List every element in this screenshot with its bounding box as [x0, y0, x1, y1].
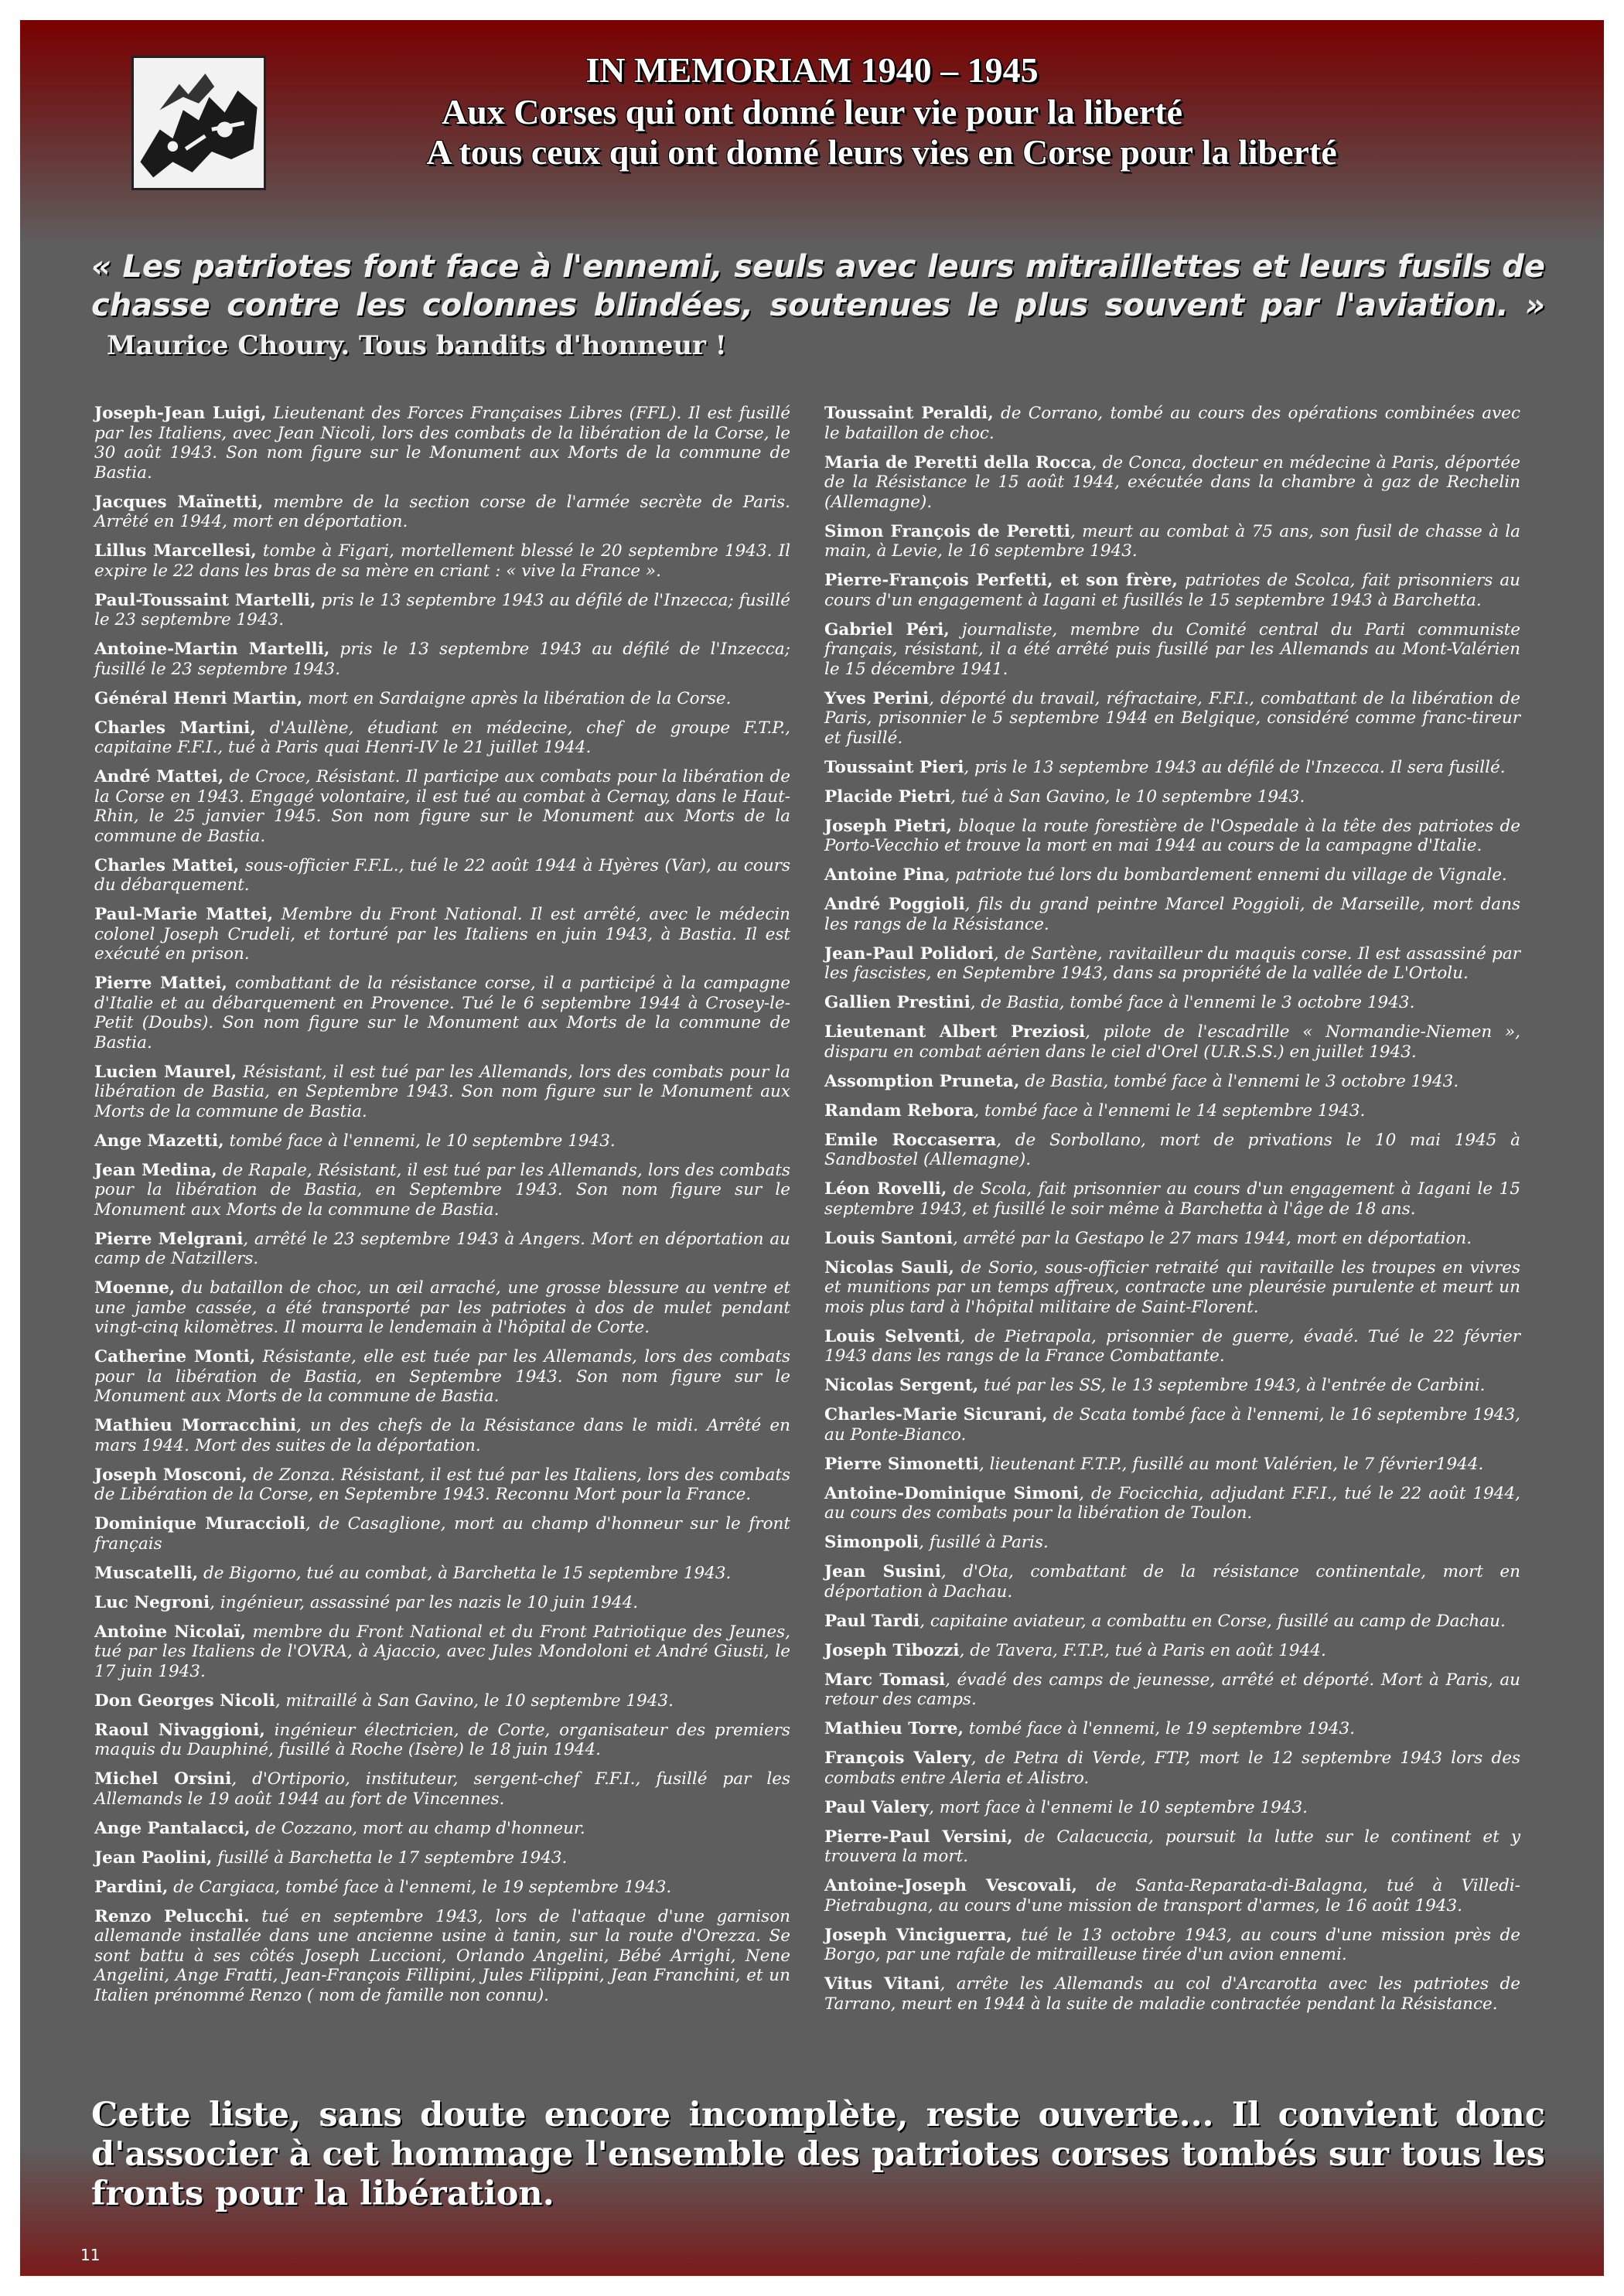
entry-name: Lieutenant Albert Preziosi [824, 1022, 1086, 1042]
memorial-entry [94, 1848, 790, 1868]
entry-name: Muscatelli, [94, 1563, 199, 1583]
memorial-entry [94, 1278, 790, 1338]
entry-name: Paul Tardi [824, 1611, 920, 1631]
memorial-entry [94, 640, 790, 679]
entry-name: Paul Valery [824, 1797, 930, 1817]
entry-name: Placide Pietri [824, 786, 951, 807]
entry-description: de Bigorno, tué au combat, à Barchetta le 15 septembre 1943. [198, 1563, 732, 1583]
entry-name: Jacques Maïnetti, [94, 492, 264, 512]
entry-description: , arrête les Allemands au col d'Arcarotta avec les patriotes de Tarrano, meurt en 1944 à la suite de maladie contractée pendant la Résistance. [824, 1974, 1520, 2014]
entry-description: de Rapale, Résistant, il est tué par les Allemands, lors des combats pour la libération de Bastia, en Septembre 1943. Son nom figure sur le Monument aux Morts de la commune de Bastia. [94, 1160, 790, 1220]
memorial-entry [824, 1327, 1520, 1366]
entry-description: du bataillon de choc, un œil arraché, une grosse blessure au ventre et une jambe cassée, a été transporté par les patriotes à dos de mulet pendant vingt-cinq kilomètres. Il mourra le lendemain à l'hôpital de Corte. [94, 1278, 790, 1337]
entry-name: Pierre-François Perfetti, et son frère, [824, 571, 1178, 590]
memorial-entry [824, 1670, 1520, 1710]
quote-author: Maurice Choury. Tous bandits d'honneur ! [107, 330, 727, 361]
entry-name: Randam Rebora [824, 1100, 974, 1121]
entry-name: Gallien Prestini [824, 993, 971, 1012]
entry-name: André Mattei, [94, 767, 224, 786]
entry-name: Lillus Marcellesi, [94, 541, 257, 561]
entry-description: membre du Front National et du Front Patriotique des Jeunes, tué par les Italiens de l'OVRA, à Ajaccio, avec Jules Mondoloni et André Giusti, le 17 juin 1943. [94, 1622, 790, 1681]
memorial-entry [94, 689, 790, 709]
memorial-entry [824, 1827, 1520, 1867]
memorial-entry [824, 1376, 1520, 1396]
entry-description: , de Casaglione, mort au champ d'honneur sur le front français [94, 1514, 791, 1554]
memorial-entry [824, 1876, 1520, 1916]
entry-name: Charles Martini, [94, 718, 256, 738]
entry-name: Michel Orsini [94, 1769, 232, 1789]
entry-description: mort en Sardaigne après la libération de la Corse. [302, 688, 732, 708]
entry-description: ingénieur électricien, de Corte, organisateur des premiers maquis du Dauphiné, fusillé à Roche (Isère) le 18 juin 1944. [94, 1720, 790, 1759]
entry-name: Assomption Pruneta, [824, 1071, 1020, 1091]
entry-name: Marc Tomasi [824, 1670, 946, 1690]
right-column [824, 404, 1520, 2024]
memorial-entry [824, 1072, 1520, 1092]
entry-name: Vitus Vitani [824, 1974, 940, 1994]
entry-description: de Bastia, tombé face à l'ennemi le 3 octobre 1943. [1019, 1071, 1459, 1091]
memorial-entry [824, 522, 1520, 561]
entry-name: Pierre Melgrani [94, 1229, 244, 1249]
entry-name: Yves Perini [824, 688, 930, 708]
memorial-entry [94, 541, 790, 581]
entry-description: , d'Ota, combattant de la résistance continentale, mort en déportation à Dachau. [824, 1562, 1520, 1602]
entry-name: Toussaint Peraldi, [824, 404, 994, 423]
entry-description: , ingénieur, assassiné par les nazis le 10 juin 1944. [210, 1592, 639, 1612]
entry-description: , mort face à l'ennemi le 10 septembre 1943. [929, 1797, 1308, 1817]
memorial-entry [94, 1878, 790, 1898]
entry-description: de Santa-Reparata-di-Balagna, tué à Villedi-Pietrabugna, au cours d'une mission de transport d'armes, le 16 août 1943. [824, 1876, 1520, 1916]
entry-description: journaliste, membre du Comité central du Parti communiste français, résistant, il a été arrêté puis fusillé par les Allemands au Mont-Valérien le 15 décembre 1941. [824, 619, 1520, 679]
memorial-entry [94, 1131, 790, 1151]
memorial-entry [824, 1748, 1520, 1788]
memorial-entry [824, 571, 1520, 610]
header-title: IN MEMORIAM 1940 – 1945 [585, 50, 1039, 90]
entry-name: Joseph Pietri, [824, 816, 952, 836]
entry-name: Mathieu Morracchini [94, 1416, 297, 1435]
memorial-entry [824, 1022, 1520, 1062]
entry-name: Paul-Toussaint Martelli, [94, 590, 316, 610]
entry-description: , de Petra di Verde, FTP, mort le 12 septembre 1943 lors des combats entre Aleria et Alistro. [824, 1748, 1520, 1788]
entry-description: , de Tavera, F.T.P., tué à Paris en août 1944. [959, 1640, 1326, 1660]
memorial-entry [824, 758, 1520, 778]
entry-name: Pierre Mattei, [94, 974, 227, 993]
entry-description: , de Conca, docteur en médecine à Paris, déportée de la Résistance le 15 août 1944, exécutée dans la chambre à gaz de Rechelin (Allemagne). [824, 452, 1520, 512]
entry-name: Antoine-Dominique Simoni [824, 1483, 1080, 1503]
entry-name: Mathieu Torre, [824, 1719, 964, 1738]
page-number: 11 [80, 2246, 101, 2264]
entry-description: de Scola, fait prisonnier au cours d'un engagement à Iagani le 15 septembre 1943, et fusillé le soir même à Barchetta à l'âge de 18 ans. [824, 1179, 1520, 1219]
entry-name: Raoul Nivaggioni, [94, 1720, 265, 1740]
entry-name: Nicolas Sauli, [824, 1257, 954, 1278]
memorial-entry [824, 1562, 1520, 1602]
memorial-entry [94, 1593, 790, 1613]
entry-name: Léon Rovelli, [824, 1179, 947, 1199]
entry-description: Résistant, il est tué par les Allemands, lors des combats pour la libération de Bastia, en Septembre 1943. Son nom figure sur le Monument aux Morts de la commune de Bastia. [94, 1062, 790, 1121]
entry-description: patriotes de Scolca, fait prisonniers au cours d'un engagement à Iagani et fusillés le 15 septembre 1943 à Barchetta. [824, 571, 1520, 610]
entry-name: Antoine-Martin Martelli, [94, 640, 330, 659]
entry-name: Emile Roccaserra [824, 1130, 997, 1150]
entry-description: , évadé des camps de jeunesse, arrêté et déporté. Mort à Paris, au retour des camps. [824, 1670, 1520, 1709]
entry-description: , meurt au combat à 75 ans, son fusil de chasse à la main, à Levie, le 16 septembre 1943. [824, 521, 1520, 561]
memorial-entry [824, 1405, 1520, 1445]
left-column [94, 404, 790, 2015]
entry-name: Moenne, [94, 1278, 176, 1298]
entry-name: Simonpoli [824, 1533, 919, 1552]
memorial-entry [94, 718, 790, 758]
memorial-entry [824, 1641, 1520, 1661]
entry-name: Antoine-Joseph Vescovali, [824, 1876, 1077, 1895]
memorial-entry [94, 1465, 790, 1505]
memorial-entry [824, 865, 1520, 885]
entry-description: fusillé à Barchetta le 17 septembre 1943. [212, 1847, 568, 1868]
entry-name: Maria de Peretti della Rocca [824, 452, 1092, 473]
entry-description: membre de la section corse de l'armée secrète de Paris. Arrêté en 1944, mort en déportation. [94, 492, 790, 531]
entry-description: , un des chefs de la Résistance dans le midi. Arrêté en mars 1944. Mort des suites de la déportation. [94, 1416, 790, 1455]
entry-description: , mitraillé à San Gavino, le 10 septembre 1943. [275, 1690, 674, 1711]
memorial-entry [824, 1455, 1520, 1475]
entry-description: , de Sorbollano, mort de privations le 10 mai 1945 à Sandbostel (Allemagne). [824, 1130, 1520, 1169]
memorial-entry [824, 1974, 1520, 2014]
entry-description: , fils du grand peintre Marcel Poggioli, de Marseille, mort dans les rangs de la Résistance. [824, 895, 1520, 934]
quote-text: « Les patriotes font face à l'ennemi, seuls avec leurs mitraillettes et leurs fusils de chasse contre les colonnes blindées, soutenues le plus souvent par l'aviation. » [91, 249, 1545, 323]
entry-name: Ange Mazetti, [94, 1131, 224, 1151]
memorial-entry [94, 1819, 790, 1839]
entry-name: Joseph Mosconi, [94, 1465, 247, 1485]
entry-name: Nicolas Sergent, [824, 1376, 979, 1395]
entry-name: Jean Paolini, [94, 1847, 213, 1868]
entry-description: , capitaine aviateur, a combattu en Corse, fusillé au camp de Dachau. [919, 1611, 1506, 1631]
entry-description: sous-officier F.F.L., tué le 22 août 1944 à Hyères (Var), au cours du débarquement. [94, 855, 790, 895]
memorial-entry [824, 1926, 1520, 1965]
entry-description: de Croce, Résistant. Il participe aux combats pour la libération de la Corse en 1943. Engagé volontaire, il est tué au combat à Cernay, dans le Haut-Rhin, le 25 janvier 1945. Son nom figure sur le Monument aux Morts de la commune de Bastia. [94, 767, 790, 846]
entry-description: tué en septembre 1943, lors de l'attaque d'une garnison allemande installée dans une ancienne usine à tanin, sur la route d'Orezza. Se sont battu à ses côtés Joseph Luccioni, Orlando Angelini, Bébé Arrighi, Nene Angelini, Ange Fratti, Jean-François Fillipini, Jules Filippini, Jean Franchini, et un Italien prénommé Renzo ( nom de famille non connu). [94, 1906, 791, 2005]
memorial-entry [824, 620, 1520, 680]
entry-name: Joseph Tibozzi [824, 1640, 960, 1660]
entry-name: Pierre Simonetti [824, 1454, 979, 1474]
entry-name: Antoine Pina [824, 865, 945, 885]
memorial-entry [94, 1347, 790, 1407]
entry-description: tué par les SS, le 13 septembre 1943, à l'entrée de Carbini. [978, 1376, 1486, 1395]
memorial-entry [94, 974, 790, 1052]
memorial-entry [94, 856, 790, 896]
entry-description: de Cargiaca, tombé face à l'ennemi, le 19 septembre 1943. [168, 1877, 672, 1897]
entry-name: Renzo Pelucchi. [94, 1906, 250, 1926]
entry-name: Luc Negroni [94, 1592, 210, 1612]
entry-description: tombé face à l'ennemi, le 10 septembre 1943. [223, 1131, 616, 1151]
entry-description: de Calacuccia, poursuit la lutte sur le continent et y trouvera la mort. [824, 1827, 1520, 1866]
header-subtitle: Aux Corses qui ont donné leur vie pour la liberté [442, 92, 1182, 131]
entry-name: Joseph Vinciguerra, [824, 1925, 1012, 1945]
memorial-entry [94, 1514, 790, 1554]
memorial-entry [824, 993, 1520, 1013]
entry-name: Pierre-Paul Versini, [824, 1827, 1013, 1847]
entry-description: , pilote de l'escadrille « Normandie-Niemen », disparu en combat aérien dans le ciel d'Orel (U.R.S.S.) en juillet 1943. [824, 1022, 1520, 1062]
memorial-entry [94, 404, 790, 483]
entry-name: Toussaint Pieri [824, 757, 964, 777]
entry-description: de Zonza. Résistant, il est tué par les Italiens, lors des combats de Libération de la Corse, en Septembre 1943. Reconnu Mort pour la France. [94, 1465, 790, 1504]
memorial-entry [824, 787, 1520, 807]
memorial-entry [824, 1258, 1520, 1318]
entry-name: Lucien Maurel, [94, 1062, 237, 1082]
entry-name: Don Georges Nicoli [94, 1690, 275, 1711]
entry-name: Dominique Muraccioli [94, 1514, 306, 1534]
entry-name: Catherine Monti, [94, 1347, 256, 1366]
memorial-entry [824, 895, 1520, 934]
entry-name: Louis Selventi [824, 1326, 960, 1346]
entry-name: Général Henri Martin, [94, 688, 303, 708]
entry-description: , arrêté par la Gestapo le 27 mars 1944, mort en déportation. [953, 1228, 1472, 1248]
entry-description: , patriote tué lors du bombardement ennemi du village de Vignale. [944, 865, 1507, 885]
entry-description: , fusillé à Paris. [919, 1533, 1049, 1552]
memorial-entry [824, 944, 1520, 984]
entry-description: Résistante, elle est tuée par les Allemands, lors des combats pour la libération de Bastia, en Septembre 1943. Son nom figure sur le Monument aux Morts de la commune de Bastia. [94, 1347, 790, 1406]
entry-name: Jean Susini [824, 1562, 941, 1581]
entry-name: Charles-Marie Sicurani, [824, 1405, 1048, 1424]
memorial-entry [824, 689, 1520, 749]
memorial-entry [94, 1416, 790, 1455]
memorial-entry [824, 453, 1520, 513]
memorial-entry [824, 1179, 1520, 1219]
memorial-poster [20, 20, 1604, 2276]
entry-description: , de Focicchia, adjudant F.F.I., tué le 22 août 1944, au cours des combats pour la libération de Toulon. [824, 1483, 1520, 1523]
entry-description: , déporté du travail, réfractaire, F.F.I., combattant de la libération de Paris, prisonnier le 5 septembre 1944 en Belgique, considéré comme franc-tireur et fusillé. [824, 688, 1521, 748]
entry-description: tué le 13 octobre 1943, au cours d'une mission près de Borgo, par une rafale de mitrailleuse tirée d'un avion ennemi. [824, 1925, 1520, 1964]
memorial-entry [94, 1161, 790, 1220]
entry-description: , tombé face à l'ennemi le 14 septembre 1943. [974, 1100, 1366, 1121]
entry-description: Membre du Front National. Il est arrêté, avec le médecin colonel Joseph Crudeli, et torturé par les Italiens en juin 1943, à Bastia. Il est exécuté en prison. [94, 905, 790, 964]
memorial-entry [824, 1101, 1520, 1121]
entry-description: de Cozzano, mort au champ d'honneur. [250, 1818, 585, 1838]
memorial-entry [824, 817, 1520, 856]
entry-description: , lieutenant F.T.P., fusillé au mont Valérien, le 7 février1944. [978, 1454, 1484, 1474]
memorial-entry [94, 767, 790, 846]
entry-name: Simon François de Peretti [824, 521, 1070, 541]
memorial-entry [824, 1484, 1520, 1523]
entry-name: Jean-Paul Polidori [824, 943, 994, 964]
entry-description: de Scata tombé face à l'ennemi, le 16 septembre 1943, au Ponte-Bianco. [824, 1405, 1520, 1445]
memorial-entry [824, 1612, 1520, 1632]
entry-name: André Poggioli [824, 895, 965, 914]
entry-description: pris le 13 septembre 1943 au défilé de l'Inzecca; fusillé le 23 septembre 1943. [94, 640, 790, 679]
memorial-entry [94, 1907, 790, 2006]
memorial-entry [824, 1719, 1520, 1739]
entry-description: , pris le 13 septembre 1943 au défilé de l'Inzecca. Il sera fusillé. [964, 757, 1506, 777]
entry-description: , de Bastia, tombé face à l'ennemi le 3 octobre 1943. [970, 993, 1415, 1012]
entry-description: , d'Ortiporio, instituteur, sergent-chef F.F.I., fusillé par les Allemands le 19 août 1944 au fort de Vincennes. [94, 1769, 790, 1809]
entry-name: Joseph-Jean Luigi, [94, 404, 267, 423]
entry-description: d'Aullène, étudiant en médecine, chef de groupe F.T.P., capitaine F.F.I., tué à Paris quai Henri-IV le 21 juillet 1944. [94, 718, 790, 757]
memorial-entry [824, 404, 1520, 443]
memorial-entry [824, 1533, 1520, 1553]
header-subtitle-2: A tous ceux qui ont donné leurs vies en Corse pour la liberté [426, 132, 1337, 172]
memorial-entry [94, 591, 790, 630]
entry-description: tombé face à l'ennemi, le 19 septembre 1943. [963, 1719, 1356, 1738]
memorial-entry [94, 1691, 790, 1711]
entry-description: , de Sartène, ravitailleur du maquis corse. Il est assassiné par les fascistes, en Septembre 1943, dans sa propriété de la vallée de L'Ortolu. [824, 943, 1520, 983]
memorial-entry [824, 1798, 1520, 1818]
memorial-entry [94, 493, 790, 532]
entry-description: combattant de la résistance corse, il a participé à la campagne d'Italie et au débarquement en Provence. Tué le 6 septembre 1944 à Crosey-le-Petit (Doubs). Son nom figure sur le Monument aux Morts de la commune de Bastia. [94, 974, 790, 1052]
entry-name: Paul-Marie Mattei, [94, 905, 274, 924]
entry-description: de Corrano, tombé au cours des opérations combinées avec le bataillon de choc. [824, 404, 1520, 443]
entry-name: François Valery [824, 1748, 971, 1768]
entry-description: de Sorio, sous-officier retraité qui ravitaille les troupes en vivres et munitions par un temps affreux, contracte une pleurésie purulente et meurt un mois plus tard à l'hôpital militaire de Saint-Florent. [824, 1257, 1520, 1317]
entry-description: pris le 13 septembre 1943 au défilé de l'Inzecca; fusillé le 23 septembre 1943. [94, 590, 791, 629]
memorial-entry [824, 1229, 1520, 1249]
memorial-entry [94, 1721, 790, 1760]
entry-name: Jean Medina, [94, 1160, 217, 1180]
memorial-entry [94, 1564, 790, 1584]
memorial-entry [94, 905, 790, 964]
entry-description: Lieutenant des Forces Françaises Libres (FFL). Il est fusillé par les Italiens, avec Jean Nicoli, lors des combats de la libération de la Corse, le 30 août 1943. Son nom figure sur le Monument aux Morts de la commune de Bastia. [94, 404, 791, 483]
memorial-entry [94, 1769, 790, 1809]
memorial-entry [94, 1063, 790, 1122]
footer-note: Cette liste, sans doute encore incomplète, reste ouverte... Il convient donc d'associer à cet hommage l'ensemble des patriotes corses tombés sur tous les fronts pour la libération. [91, 2096, 1545, 2213]
entry-name: Antoine Nicolaï, [94, 1622, 247, 1642]
entry-name: Charles Mattei, [94, 855, 240, 875]
entry-name: Louis Santoni [824, 1228, 954, 1248]
entry-name: Ange Pantalacci, [94, 1818, 251, 1838]
entry-name: Gabriel Péri, [824, 619, 950, 640]
entry-description: , de Pietrapola, prisonnier de guerre, évadé. Tué le 22 février 1943 dans les rangs de la France Combattante. [824, 1326, 1520, 1366]
entry-description: , tué à San Gavino, le 10 septembre 1943. [950, 786, 1305, 807]
memorial-entry [94, 1230, 790, 1269]
entry-name: Pardini, [94, 1877, 169, 1897]
entry-description: tombe à Figari, mortellement blessé le 20 septembre 1943. Il expire le 22 dans les bras de sa mère en criant : « vive la France ». [94, 541, 790, 581]
epigraph-quote [91, 247, 1545, 365]
entry-description: , arrêté le 23 septembre 1943 à Angers. Mort en déportation au camp de Natzillers. [94, 1229, 790, 1268]
memorial-entry [824, 1131, 1520, 1170]
entry-description: bloque la route forestière de l'Ospedale à la tête des patriotes de Porto-Vecchio et trouve la mort en mai 1944 au cours de la campagne d'Italie. [824, 816, 1521, 855]
memorial-entry [94, 1622, 790, 1682]
